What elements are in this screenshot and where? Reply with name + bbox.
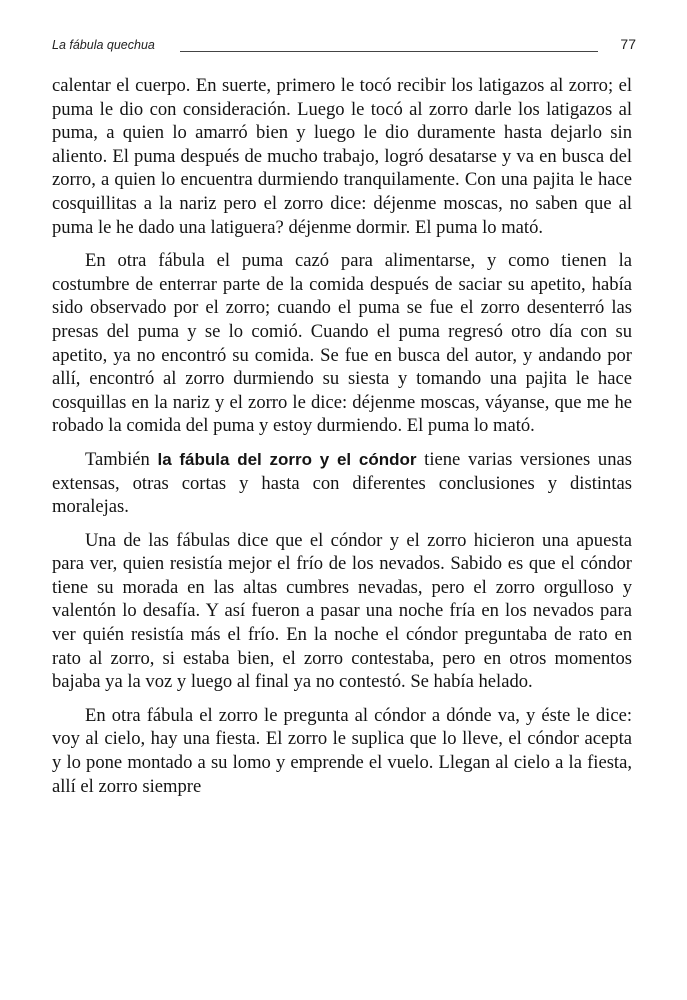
paragraph-continuation: calentar el cuerpo. En suerte, primero le tocó recibir los latigazos al zorro; el puma le dio con consideración. Luego le tocó al zorro darle los latigazos al puma, a quien lo amarró bien y luego le dio duramente hasta dejarlo sin aliento. El puma después de mucho trabajo, logró desatarse y va en busca del zorro, a quien lo encuentra durmiendo tranquilamente. Con una pajita le hace cosquillitas a la nariz pero el zorro dice: déjenme moscas, no saben que al puma le he dado una latiguera? déjenme dormir. El puma lo mató.	[52, 75, 632, 238]
paragraph-condor-intro-rest: tiene varias versiones unas extensas, otras cortas y hasta con diferentes conclusiones y distintas moralejas.	[52, 448, 633, 518]
paragraph-cold-bet: Una de las fábulas dice que el cóndor y el zorro hicieron una apuesta para ver, quien resistía mejor el frío de los nevados. Sabido es que el cóndor tiene su morada en las altas cumbres nevadas, pero el zorro orgulloso y valentón lo desafía. Y así fueron a pasar una noche fría en los nevados para ver quién resistía más el frío. En la noche el cóndor preguntaba de rato en rato al zorro, si estaba bien, el zorro contestaba, pero en otros momentos bajaba ya la voz y luego al final ya no contestó. Se había helado.	[52, 529, 632, 693]
paragraph-puma-fable: En otra fábula el puma cazó para alimentarse, y como tienen la costumbre de enterrar parte de la comida después de saciar su apetito, había sido observado por el zorro; cuando el puma se fue el zorro desenterró las presas del puma y se lo comió. Cuando el puma regresó otro día con su apetito, ya no encontró su comida. Se fue en busca del autor, y andando por allí, encontró al zorro durmiendo su siesta y tomando una pajita le hace cosquillas en la nariz y el zorro le dice: déjenme moscas, váyanse, que me he robado la comida del puma y estoy durmiendo. El puma lo mató.	[52, 250, 632, 437]
paragraph-condor-intro	[52, 448, 632, 519]
body-text	[52, 74, 632, 808]
fable-title-bold: la fábula del zorro y el cóndor	[157, 449, 417, 469]
page-number: 77	[620, 36, 636, 52]
paragraph-condor-intro-lead: También	[85, 448, 158, 470]
page-header	[52, 32, 636, 56]
running-title: La fábula quechua	[52, 38, 155, 52]
header-rule	[180, 51, 598, 52]
paragraph-sky-party: En otra fábula el zorro le pregunta al cóndor a dónde va, y éste le dice: voy al cielo, hay una fiesta. El zorro le suplica que lo lleve, el cóndor acepta y lo pone montado a su lomo y emprende el vuelo. Llegan al cielo a la fiesta, allí el zorro siempre	[52, 704, 632, 797]
